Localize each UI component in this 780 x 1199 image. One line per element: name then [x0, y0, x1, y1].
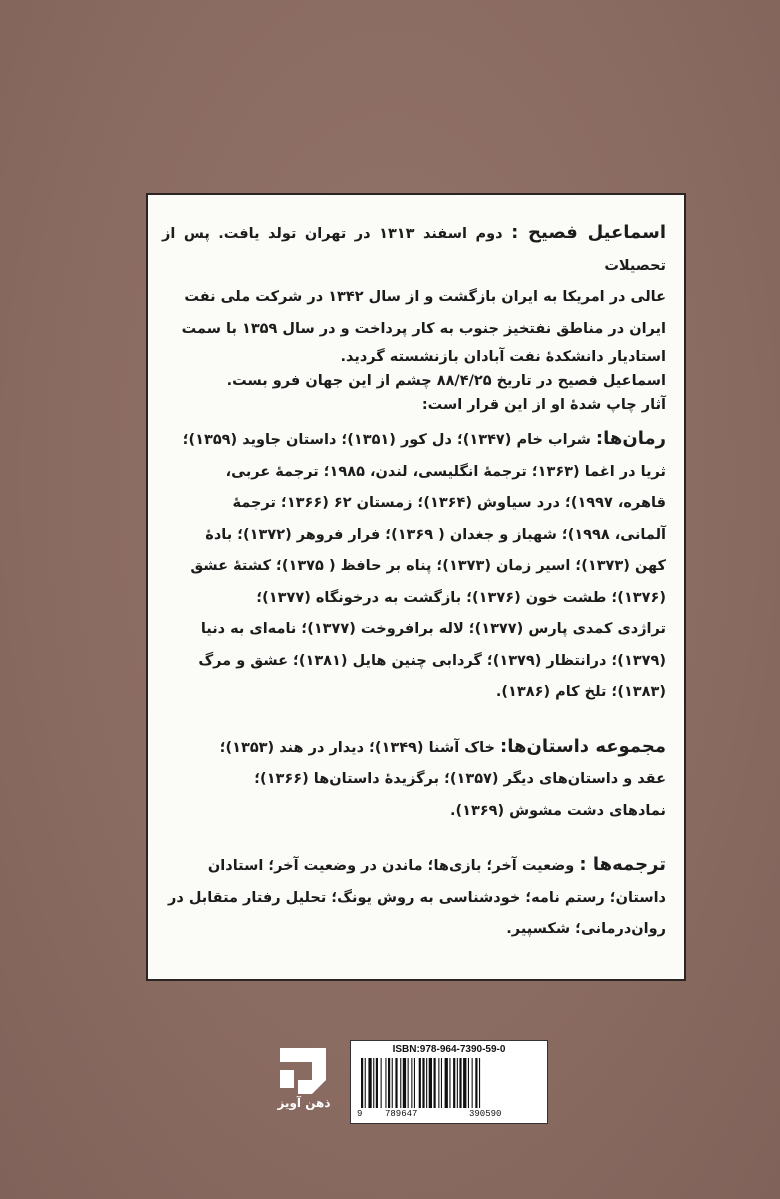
barcode-bar [426, 1058, 427, 1108]
translations-heading: ترجمه‌ها : [579, 854, 666, 875]
barcode-bar [453, 1058, 455, 1108]
death-line: اسماعیل فصیح در تاریخ ۸۸/۴/۲۵ چشم از این جهان فرو بست. [226, 373, 666, 389]
stories-line-2: عقد و داستان‌های دیگر (۱۳۵۷)؛ برگزیدهٔ داستان‌ها (۱۳۶۶)؛ [254, 771, 666, 787]
barcode-bar [365, 1058, 366, 1108]
barcode-bar [419, 1058, 421, 1108]
barcode-bar [373, 1058, 374, 1108]
barcode-bar [457, 1058, 458, 1108]
novels-heading: رمان‌ها: [595, 428, 666, 449]
barcode-bar [376, 1058, 378, 1108]
bio-line-1: اسماعیل فصیح : دوم اسفند ۱۳۱۳ در تهران تولد یافت. پس از تحصیلات [162, 222, 666, 274]
barcode-bar [411, 1058, 412, 1108]
barcode-bar [449, 1058, 450, 1108]
author-name: اسماعیل فصیح : [511, 222, 666, 243]
text-panel [146, 193, 686, 981]
barcode-bar [392, 1058, 393, 1108]
barcode-digits [357, 1109, 541, 1121]
barcode-bar [475, 1058, 477, 1108]
barcode-bar [400, 1058, 401, 1108]
translations-line-2: داستان؛ رستم نامه؛ خودشناسی به روش یونگ؛ تحلیل رفتار متقابل در [168, 889, 666, 906]
barcode-bar [395, 1058, 397, 1108]
novels-line-7: تراژدی کمدی پارس (۱۳۷۷)؛ لاله برافروخت (۱۳۷۷)؛ نامه‌ای به دنیا [200, 621, 666, 637]
works-intro: آثار چاپ شدهٔ او از این قرار است: [421, 397, 666, 413]
barcode-bar [429, 1058, 432, 1108]
barcode-bar [368, 1058, 371, 1108]
barcode-bar [361, 1058, 363, 1108]
author-bio [162, 217, 666, 946]
barcode-digit-first: 9 [357, 1109, 363, 1119]
publisher-name: ذهن آویز [277, 1096, 331, 1110]
barcode-bar [414, 1058, 415, 1108]
barcode-digits-right: 390590 [469, 1109, 502, 1119]
barcode-bar [463, 1058, 466, 1108]
bio-line-3: ایران در مناطق نفتخیز جنوب به کار پرداخت و در سال ۱۳۵۹ با سمت [181, 320, 666, 337]
translations-line-3: روان‌درمانی؛ شکسپیر. [506, 921, 666, 937]
novels-line-5: کهن (۱۳۷۳)؛ اسیر زمان (۱۳۷۳)؛ پناه بر حافظ ( ۱۳۷۵)؛ کشتهٔ عشق [190, 558, 666, 574]
barcode-bar [468, 1058, 469, 1108]
stories-line-3: نمادهای دشت مشوش (۱۳۶۹). [449, 802, 666, 819]
stories-line-1: مجموعه داستان‌ها: خاک آشنا (۱۳۴۹)؛ دیدار در هند (۱۳۵۳)؛ [219, 735, 666, 757]
barcode-digits-left: 789647 [385, 1109, 418, 1119]
barcode-box [350, 1040, 548, 1124]
barcode-bar [441, 1058, 442, 1108]
barcode-bar [381, 1058, 382, 1108]
barcode-bar [459, 1058, 461, 1108]
stories-heading: مجموعه داستان‌ها: [500, 735, 666, 757]
novels-line-9: (۱۳۸۳)؛ تلخ کام (۱۳۸۶). [495, 684, 666, 700]
novels-line-3: قاهره، ۱۹۹۷)؛ درد سیاوش (۱۳۶۴)؛ زمستان ۶۲ (۱۳۶۶؛ ترجمهٔ [232, 495, 666, 511]
bio-line-2: عالی در امریکا به ایران بازگشت و از سال ۱۳۴۲ در شرکت ملی نفت [184, 289, 666, 305]
barcode-bar [408, 1058, 409, 1108]
barcode-bar [403, 1058, 406, 1108]
barcode-bar [385, 1058, 386, 1108]
barcode-bar [422, 1058, 424, 1108]
barcode-bar [472, 1058, 473, 1108]
bio-line-4: استادیار دانشکدهٔ نفت آبادان بازنشسته گردید. [340, 349, 666, 365]
translations-line-1: ترجمه‌ها : وضعیت آخر؛ بازی‌ها؛ ماندن در وضعیت آخر؛ استادان [207, 854, 666, 875]
novels-line-2: ثریا در اغما (۱۳۶۳؛ ترجمهٔ انگلیسی، لندن، ۱۹۸۵؛ ترجمهٔ عربی، [225, 463, 666, 480]
novels-line-6: (۱۳۷۶)؛ طشت خون (۱۳۷۶)؛ بازگشت به درخونگاه (۱۳۷۷)؛ [256, 589, 666, 606]
barcode-bar [479, 1058, 480, 1108]
barcode-bar [445, 1058, 448, 1108]
isbn-text: ISBN:978-964-7390-59-0 [392, 1044, 506, 1055]
barcode-bars [361, 1058, 537, 1108]
barcode-bar [438, 1058, 439, 1108]
novels-line-4: آلمانی، ۱۹۹۸)؛ شهباز و جغدان ( ۱۳۶۹)؛ فرار فروهر (۱۳۷۲)؛ بادهٔ [205, 526, 666, 543]
novels-line-8: (۱۳۷۹)؛ درانتظار (۱۳۷۹)؛ گردابی چنین هایل (۱۳۸۱)؛ عشق و مرگ [198, 652, 666, 669]
novels-line-1: رمان‌ها: شراب خام (۱۳۴۷)؛ دل کور (۱۳۵۱)؛ داستان جاوید (۱۳۵۹)؛ [182, 428, 666, 449]
barcode-bar [388, 1058, 390, 1108]
barcode-bar [434, 1058, 436, 1108]
